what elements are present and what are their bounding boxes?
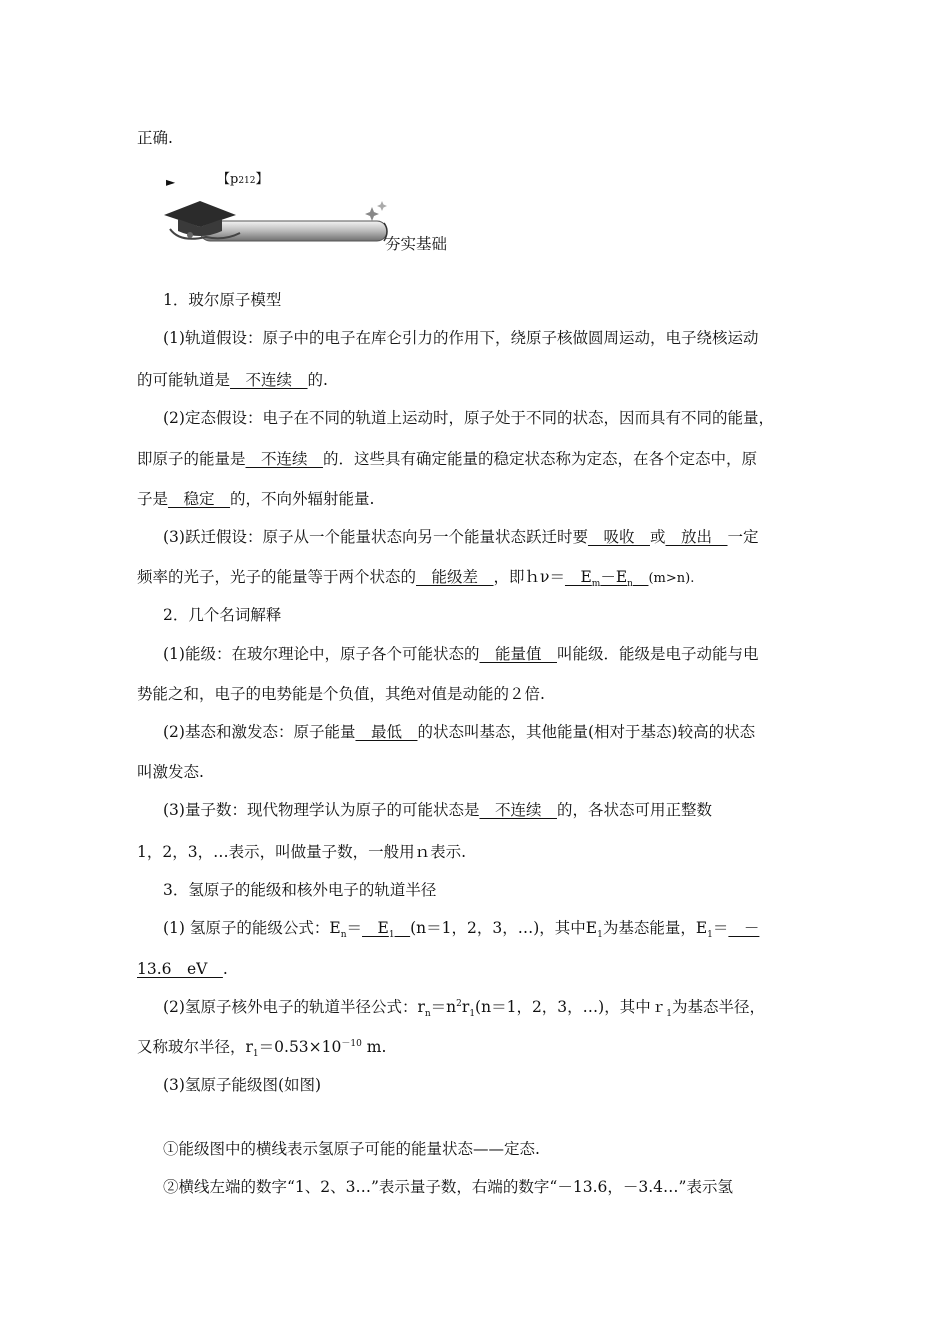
paragraph-quantum-number: (3)量子数：现代物理学认为原子的可能状态是 不连续 的，各状态可用正整数 <box>163 801 712 819</box>
paragraph-ground-state: (2)基态和激发态：原子能量 最低 的状态叫基态，其他能量(相对于基态)较高的状态 <box>163 723 756 741</box>
paragraph-orbit-assumption-cont: 的可能轨道是 不连续 的. <box>137 371 328 389</box>
answer-blank: 不连续 <box>245 450 324 468</box>
answer-blank: 放出 <box>665 528 728 546</box>
answer-blank: 稳定 <box>168 490 231 508</box>
paragraph-level-diagram: (3)氢原子能级图(如图) <box>163 1076 322 1094</box>
paragraph-stationary-state: (2)定态假设：电子在不同的轨道上运动时，原子处于不同的状态，因而具有不同的能量， <box>163 409 774 427</box>
paragraph-transition-assumption-cont: 频率的光子，光子的能量等于两个状态的 能级差 ，即ｈν＝ $E_m-E_n$ (m>n). <box>137 568 695 590</box>
answer-blank: 吸收 <box>587 528 650 546</box>
answer-blank: － <box>728 919 760 937</box>
answer-blank: $E_1$ <box>362 919 395 941</box>
paragraph-transition-assumption: (3)跃迁假设：原子从一个能量状态向另一个能量状态跃迁时要 吸收 或 放出 一定 <box>163 528 759 546</box>
paragraph-radius-formula: (2)氢原子核外电子的轨道半径公式：$r_n=n^2r_1(n=1$，2，3，…)，其中ｒ$_1$为基态半径， <box>163 998 765 1020</box>
paragraph-energy-formula-cont: 13.6 eV . <box>137 960 228 978</box>
arrow-icon: ► <box>166 175 176 189</box>
answer-blank: 最低 <box>355 723 418 741</box>
continuation-text: 正确. <box>137 129 173 147</box>
heading-terms: 2．几个名词解释 <box>163 606 282 624</box>
note-1: ①能级图中的横线表示氢原子可能的能量状态——定态. <box>163 1140 540 1158</box>
answer-blank: 不连续 <box>230 371 308 389</box>
paragraph-bohr-radius: 又称玻尔半径，$r_1=0.53\times 10^{-10}$ m. <box>137 1038 387 1060</box>
paragraph-stationary-state-cont: 即原子的能量是 不连续 的．这些具有确定能量的稳定状态称为定态，在各个定态中，原 <box>137 450 758 468</box>
answer-blank: $E_m-E_n$ <box>564 568 633 590</box>
paragraph-quantum-number-cont: 1，2，3，…表示，叫做量子数，一般用ｎ表示. <box>137 843 467 861</box>
heading-hydrogen-levels: 3．氢原子的能级和核外电子的轨道半径 <box>163 881 437 899</box>
paragraph-energy-level-cont: 势能之和，电子的电势能是个负值，其绝对值是动能的２倍. <box>137 685 545 703</box>
note-2: ②横线左端的数字“1、2、3…”表示量子数，右端的数字“－13.6，－3.4…”表示氢 <box>163 1178 733 1196</box>
paragraph-ground-state-cont: 叫激发态. <box>137 763 204 781</box>
heading-bohr-model: 1．玻尔原子模型 <box>163 291 282 309</box>
section-banner-title: 夯实基础 <box>385 235 448 253</box>
answer-blank: 能量值 <box>479 645 557 663</box>
answer-blank: 13.6 eV <box>137 960 223 978</box>
paragraph-orbit-assumption: (1)轨道假设：原子中的电子在库仑引力的作用下，绕原子核做圆周运动，电子绕核运动 <box>163 329 759 347</box>
answer-blank: 能级差 <box>416 568 494 586</box>
answer-blank: 不连续 <box>479 801 557 819</box>
page-reference: 【p212】 <box>217 172 269 187</box>
paragraph-energy-formula: (1) 氢原子的能级公式：$E_n=$ $E_1$ (n＝1，2，3，…)，其中$E_1$为基态能量，$E_1=$ － <box>163 919 760 941</box>
paragraph-stationary-state-end: 子是 稳定 的，不向外辐射能量. <box>137 490 375 508</box>
paragraph-energy-level: (1)能级：在玻尔理论中，原子各个可能状态的 能量值 叫能级．能级是电子动能与电 <box>163 645 759 663</box>
